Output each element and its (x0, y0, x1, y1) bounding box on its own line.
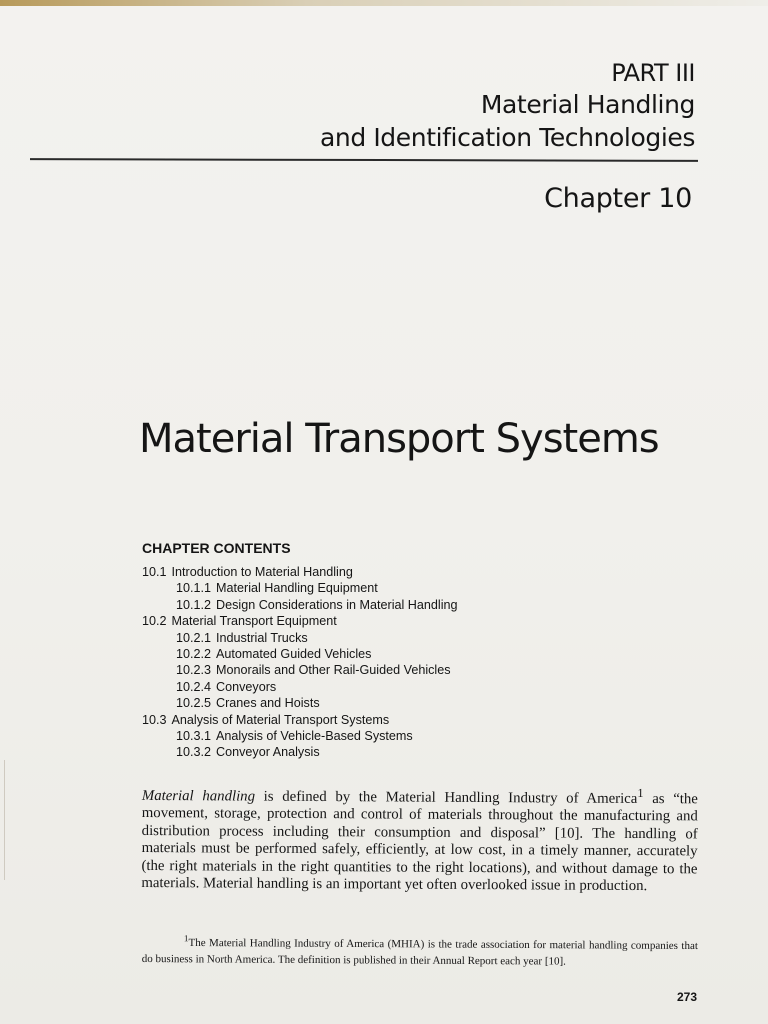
body-text-part-1: is defined by the Material Handling Industry of America (254, 788, 638, 807)
contents-item-number: 10.3.2 (176, 745, 212, 760)
contents-item (142, 662, 458, 678)
contents-item (142, 679, 458, 695)
contents-item (142, 712, 458, 728)
contents-item (142, 646, 458, 662)
contents-item-number: 10.2.2 (176, 647, 212, 662)
contents-item-number: 10.3.1 (176, 729, 212, 744)
contents-list (142, 564, 458, 761)
contents-item-number: 10.2.5 (176, 696, 212, 711)
footnote-reference: 1 (637, 786, 644, 801)
body-paragraph (141, 782, 698, 896)
header-rule (30, 158, 698, 162)
contents-item-title: Analysis of Material Transport Systems (171, 712, 390, 727)
contents-item-number: 10.2.4 (176, 679, 212, 694)
contents-item-title: Introduction to Material Handling (171, 565, 353, 579)
contents-item (142, 695, 458, 711)
page-number: 273 (676, 990, 697, 1004)
contents-item-title: Design Considerations in Material Handling (216, 597, 458, 612)
contents-item-number: 10.1.2 (176, 597, 212, 612)
contents-item-title: Monorails and Other Rail-Guided Vehicles (216, 663, 451, 678)
chapter-title: Material Transport Systems (139, 416, 659, 462)
part-title-line-2: and Identification Technologies (319, 123, 695, 152)
contents-item-title: Conveyor Analysis (216, 745, 320, 760)
contents-item-number: 10.1 (142, 565, 167, 579)
contents-item-title: Cranes and Hoists (216, 696, 320, 711)
body-text-part-2: as “the movement, storage, protection and control of materials throughout the manufacturing and distribution process including their consumption and disposal” [10]. The handling of materials must be performed safely, efficiently, at low cost, in a timely manner, accurately (the right materials in the right quantities to the right locations), and without damage to the materials. Material handling is an important yet often overlooked issue in production. (141, 790, 698, 895)
footnote (142, 930, 698, 970)
contents-item (142, 744, 458, 760)
contents-item (142, 580, 458, 596)
chapter-label: Chapter 10 (544, 183, 692, 214)
part-label: PART III (611, 59, 695, 87)
contents-item-title: Material Handling Equipment (216, 581, 378, 596)
contents-item (142, 597, 458, 613)
chapter-contents (142, 540, 458, 761)
contents-item-title: Material Transport Equipment (171, 614, 337, 629)
contents-item-number: 10.3 (142, 712, 167, 727)
contents-item-title: Industrial Trucks (216, 630, 308, 645)
binding-edge (0, 760, 5, 880)
contents-item-title: Analysis of Vehicle-Based Systems (216, 729, 413, 744)
contents-heading: CHAPTER CONTENTS (142, 540, 291, 556)
page-top-edge (0, 0, 768, 6)
footnote-text: The Material Handling Industry of America (MHIA) is the trade association for material handling companies that do business in North America. The definition is published in their Annual Report each year [10]. (141, 936, 698, 968)
footnote-mark: 1 (183, 933, 189, 944)
contents-item (142, 630, 458, 646)
contents-item-number: 10.2.3 (176, 663, 212, 678)
defined-term: Material handling (141, 787, 256, 805)
contents-item-title: Automated Guided Vehicles (216, 647, 372, 662)
contents-item (142, 564, 458, 580)
contents-item-number: 10.2.1 (176, 630, 212, 645)
contents-item-number: 10.1.1 (176, 581, 212, 596)
part-title-line-1: Material Handling (480, 90, 695, 119)
contents-item-number: 10.2 (142, 614, 167, 629)
part-header (320, 58, 695, 154)
contents-item (142, 728, 458, 744)
contents-item (142, 613, 458, 629)
contents-item-title: Conveyors (216, 679, 277, 694)
